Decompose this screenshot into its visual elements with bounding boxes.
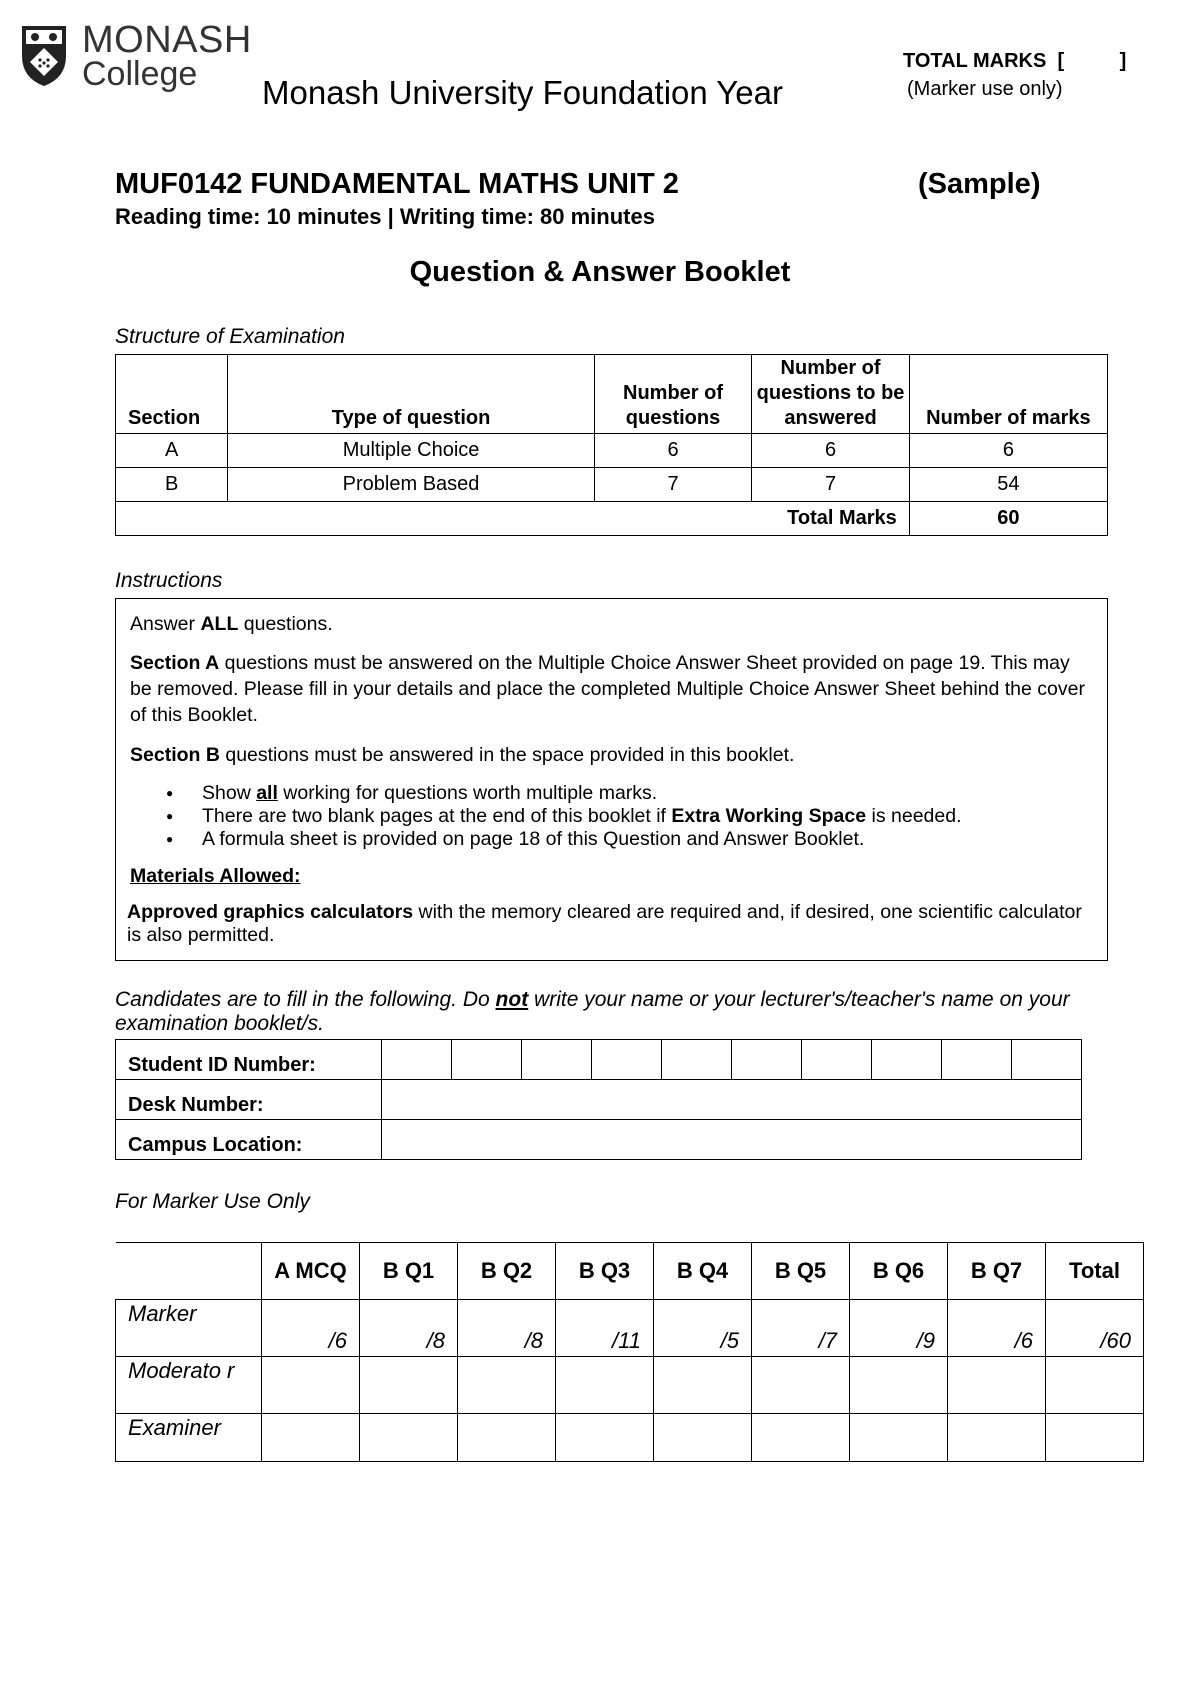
mark-cell[interactable] xyxy=(458,1414,556,1462)
student-id-digit-box[interactable] xyxy=(382,1040,452,1080)
header-b-q5: B Q5 xyxy=(752,1243,850,1300)
header-type: Type of question xyxy=(228,355,594,434)
max-mark[interactable]: /8 xyxy=(360,1300,458,1357)
mark-cell[interactable] xyxy=(262,1357,360,1414)
mark-cell[interactable] xyxy=(850,1414,948,1462)
cell: Problem Based xyxy=(228,468,594,502)
mark-cell[interactable] xyxy=(948,1357,1046,1414)
marker-use-note: (Marker use only) xyxy=(907,78,1063,100)
cell: 6 xyxy=(909,434,1107,468)
row-label-marker: Marker xyxy=(116,1300,262,1357)
section-b-text: Section B questions must be answered in the space provided in this booklet. xyxy=(130,744,795,766)
answer-all-text: Answer ALL questions. xyxy=(130,613,333,635)
mark-cell[interactable] xyxy=(752,1414,850,1462)
student-id-digit-box[interactable] xyxy=(802,1040,872,1080)
instruction-bullets xyxy=(166,782,962,851)
mark-cell[interactable] xyxy=(654,1357,752,1414)
total-row xyxy=(116,502,1108,536)
max-mark[interactable]: /8 xyxy=(458,1300,556,1357)
row-label-examiner: Examiner xyxy=(116,1414,262,1462)
cell: 6 xyxy=(594,434,752,468)
total-marks-cell-label: Total Marks xyxy=(116,502,910,536)
mark-cell[interactable] xyxy=(262,1414,360,1462)
mark-cell[interactable] xyxy=(360,1414,458,1462)
header-total: Total xyxy=(1046,1243,1144,1300)
mark-cell[interactable] xyxy=(360,1357,458,1414)
logo-text-monash: MONASH xyxy=(82,19,252,61)
header-b-q1: B Q1 xyxy=(360,1243,458,1300)
total-marks-cell-value: 60 xyxy=(909,502,1107,536)
max-mark[interactable]: /9 xyxy=(850,1300,948,1357)
list-item: ● A formula sheet is provided on page 18 of this Question and Answer Booklet. xyxy=(166,828,962,851)
mark-cell[interactable] xyxy=(948,1414,1046,1462)
header-b-q3: B Q3 xyxy=(556,1243,654,1300)
student-id-digit-box[interactable] xyxy=(452,1040,522,1080)
header-b-q4: B Q4 xyxy=(654,1243,752,1300)
table-row xyxy=(116,434,1108,468)
list-item: ● Show all working for questions worth multiple marks. xyxy=(166,782,962,805)
materials-allowed-heading: Materials Allowed: xyxy=(130,865,301,887)
cell: 7 xyxy=(594,468,752,502)
cell: 54 xyxy=(909,468,1107,502)
header-b-q6: B Q6 xyxy=(850,1243,948,1300)
mark-cell[interactable] xyxy=(556,1414,654,1462)
desk-number-field[interactable] xyxy=(382,1080,1082,1120)
student-id-digit-box[interactable] xyxy=(942,1040,1012,1080)
header-section: Section xyxy=(116,355,228,434)
cell: B xyxy=(116,468,228,502)
cell: 7 xyxy=(752,468,910,502)
marker-table xyxy=(115,1242,1144,1462)
mark-cell[interactable] xyxy=(850,1357,948,1414)
monash-shield-icon xyxy=(18,22,70,88)
student-id-digit-box[interactable] xyxy=(1012,1040,1082,1080)
header-a-mcq: A MCQ xyxy=(262,1243,360,1300)
desk-number-label: Desk Number: xyxy=(116,1080,382,1120)
max-mark[interactable]: /5 xyxy=(654,1300,752,1357)
mark-cell[interactable] xyxy=(654,1414,752,1462)
max-mark[interactable]: /60 xyxy=(1046,1300,1144,1357)
sample-label: (Sample) xyxy=(918,168,1041,200)
total-marks-label: TOTAL MARKS [ ] xyxy=(903,50,1127,72)
blank-corner xyxy=(116,1243,262,1300)
campus-location-label: Campus Location: xyxy=(116,1120,382,1160)
instructions-box xyxy=(115,598,1108,961)
student-id-digit-box[interactable] xyxy=(522,1040,592,1080)
structure-caption: Structure of Examination xyxy=(115,325,345,348)
mark-cell[interactable] xyxy=(556,1357,654,1414)
student-id-digit-box[interactable] xyxy=(592,1040,662,1080)
table-row xyxy=(116,1414,1144,1462)
exam-title: MUF0142 FUNDAMENTAL MATHS UNIT 2 xyxy=(115,168,679,200)
cell: 6 xyxy=(752,434,910,468)
cell: Multiple Choice xyxy=(228,434,594,468)
student-id-digit-box[interactable] xyxy=(662,1040,732,1080)
structure-table xyxy=(115,354,1108,536)
exam-times: Reading time: 10 minutes | Writing time: 80 minutes xyxy=(115,204,655,229)
mark-cell[interactable] xyxy=(1046,1357,1144,1414)
student-id-digit-box[interactable] xyxy=(732,1040,802,1080)
mark-cell[interactable] xyxy=(752,1357,850,1414)
cell: A xyxy=(116,434,228,468)
row-label-moderator: Moderato r xyxy=(116,1357,262,1414)
max-mark[interactable]: /6 xyxy=(262,1300,360,1357)
booklet-title: Question & Answer Booklet xyxy=(409,256,791,288)
marker-caption: For Marker Use Only xyxy=(115,1190,310,1213)
candidate-details-table xyxy=(115,1039,1082,1160)
header-b-q7: B Q7 xyxy=(948,1243,1046,1300)
max-mark[interactable]: /7 xyxy=(752,1300,850,1357)
table-row xyxy=(116,468,1108,502)
mark-cell[interactable] xyxy=(458,1357,556,1414)
calculator-text: Approved graphics calculators with the memory cleared are required and, if desired, one scientific calculator is also permitted. xyxy=(127,901,1082,946)
university-name: Monash University Foundation Year xyxy=(262,74,783,111)
header-num-answered: Number of questions to be answered xyxy=(752,355,910,434)
mark-cell[interactable] xyxy=(1046,1414,1144,1462)
header-num-questions: Number of questions xyxy=(594,355,752,434)
student-id-label: Student ID Number: xyxy=(116,1040,382,1080)
student-id-digit-box[interactable] xyxy=(872,1040,942,1080)
instructions-caption: Instructions xyxy=(115,569,223,592)
table-row xyxy=(116,1300,1144,1357)
campus-location-field[interactable] xyxy=(382,1120,1082,1160)
max-mark[interactable]: /6 xyxy=(948,1300,1046,1357)
monash-college-logo xyxy=(18,19,258,94)
candidates-note: Candidates are to fill in the following. Do not write your name or your lecturer's/teacher's name on your examination booklet/s. xyxy=(115,988,1070,1035)
list-item: ● There are two blank pages at the end of this booklet if Extra Working Space is needed. xyxy=(166,805,962,828)
max-mark[interactable]: /11 xyxy=(556,1300,654,1357)
header-b-q2: B Q2 xyxy=(458,1243,556,1300)
header-num-marks: Number of marks xyxy=(909,355,1107,434)
table-row xyxy=(116,1357,1144,1414)
logo-text-college: College xyxy=(82,55,198,93)
section-a-text: Section A questions must be answered on the Multiple Choice Answer Sheet provided on page 19. This may be removed. Please fill in your details and place the completed Multiple Choice Answer Sheet behind the cover of this Booklet. xyxy=(130,652,1085,726)
